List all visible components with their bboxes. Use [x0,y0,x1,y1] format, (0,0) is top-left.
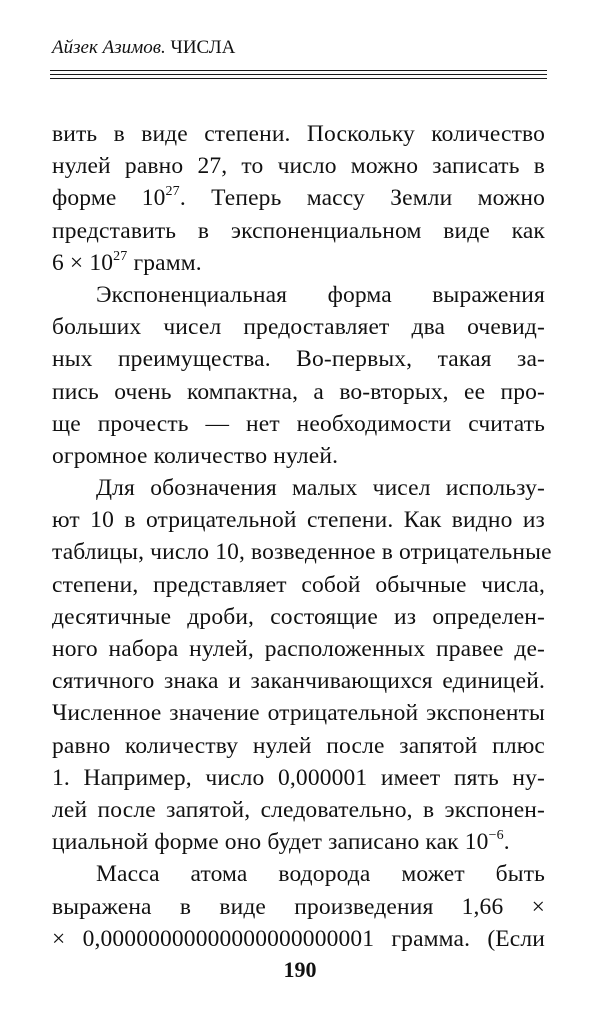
text-line: Численное значение отрицательной экспоненты [52,700,545,727]
text-line: выражена в виде произведения 1,66 × [52,893,545,920]
running-head [52,36,235,60]
paragraph-first-line: Экспоненциальная форма выражения [96,281,545,308]
text-line: пись очень компактна, а во-вторых, ее про- [52,378,545,405]
running-head-title: ЧИСЛА [170,37,236,58]
text-line: таблицы, число 10, возведенное в отрицательные [52,539,552,566]
page-number: 190 [283,957,317,982]
text-line: ще прочесть — нет необходимости считать [52,410,545,437]
text-line: равно количеству нулей после запятой плюс [52,732,545,759]
text-line: больших чисел предоставляет два очевид- [52,314,545,341]
text-fragment: . [503,829,510,856]
text-line: ного набора нулей, расположенных правее де- [52,636,545,662]
text-line: нулей равно 27, то число можно записать в [52,153,545,180]
text-line [52,182,545,214]
superscript: 27 [165,184,180,200]
text-line: степени, представляет собой обычные числа, [52,571,545,598]
text-line: огромное количество нулей. [52,442,339,469]
text-line: представить в экспоненциальном виде как [52,217,545,244]
text-line: лей после запятой, следовательно, в экспонен- [52,796,545,823]
header-rule [50,78,547,79]
header-rule [50,74,547,75]
superscript: 27 [113,248,128,264]
text-line: ют 10 в отрицательной степени. Как видно из [52,507,545,534]
text-line: вить в виде степени. Поскольку количество [52,121,545,147]
body-text [52,118,552,955]
running-head-author: Айзек Азимов. [52,37,166,58]
text-line [52,247,545,279]
text-fragment: . Теперь массу Земли можно [179,185,546,212]
header-rule [50,70,547,71]
text-line: 1. Например, число 0,000001 имеет пять ну- [52,764,545,791]
text-line: сятичного знака и заканчивающихся единицей. [52,668,545,695]
text-fragment: форме 10 [52,185,166,212]
paragraph-first-line: Масса атома водорода может быть [96,861,545,888]
text-line: ных преимущества. Во-первых, такая за- [52,346,545,373]
text-fragment: грамм. [127,249,202,276]
text-fragment: циальной форме оно будет записано как 10 [52,829,489,856]
text-fragment: 6 × 10 [52,249,114,276]
paragraph-first-line: Для обозначения малых чисел использу- [96,475,545,502]
text-line [52,826,545,858]
superscript: −6 [488,828,504,844]
text-line: десятичные дроби, состоящие из определен- [52,603,545,630]
text-line: × 0,00000000000000000000001 грамма. (Если [52,925,545,952]
